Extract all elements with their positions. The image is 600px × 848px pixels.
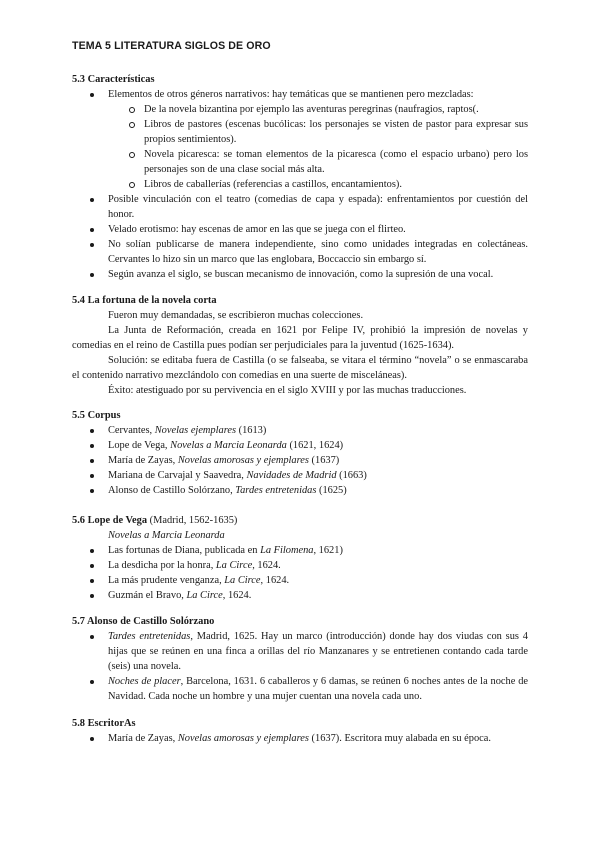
list-item: Según avanza el siglo, se buscan mecanismo de innovación, como la supresión de una vocal. — [72, 267, 528, 282]
bullet-list — [72, 629, 528, 704]
paragraph: La Junta de Reformación, creada en 1621 por Felipe IV, prohibió la impresión de novelas y comedias en el reino de Castilla pues podían ser perjudiciales para la juventud (1625-1634). — [72, 325, 528, 351]
list-item: Posible vinculación con el teatro (comedias de capa y espada): enfrentamientos por cuestión del honor. — [72, 192, 528, 222]
list-item: Libros de caballerías (referencias a castillos, encantamientos). — [72, 177, 528, 192]
list-item: Novela picaresca: se toman elementos de la picaresca (como el espacio urbano) pero los personajes son de una clase social más alta. — [72, 147, 528, 177]
section-heading: 5.5 Corpus — [72, 410, 121, 421]
document-title: TEMA 5 LITERATURA SIGLOS DE ORO — [72, 40, 271, 52]
paragraph: Solución: se editaba fuera de Castilla (o se falseaba, se vitara el término “novela” o se enmascaraba el contenido narrativo mezclándolo con comedias en una suerte de misceláneas). — [72, 355, 528, 381]
section-lope-de-vega — [72, 513, 528, 603]
list-item: Cervantes, Novelas ejemplares (1613) — [72, 423, 528, 438]
list-item: Elementos de otros géneros narrativos: hay temáticas que se mantienen pero mezcladas: — [72, 87, 528, 102]
bullet-list — [72, 543, 528, 603]
section-heading: 5.6 Lope de Vega (Madrid, 1562-1635) — [72, 515, 238, 526]
subheading: Novelas a Marcia Leonarda — [108, 530, 225, 541]
list-item: Noches de placer, Barcelona, 1631. 6 caballeros y 6 damas, se reúnen 6 noches antes de la noche de Navidad. Cada noche un hombre y una mujer cuentan una novela cada uno. — [72, 674, 528, 704]
section-castillo-solorzano — [72, 614, 528, 704]
list-item: Mariana de Carvajal y Saavedra, Navidades de Madrid (1663) — [72, 468, 528, 483]
list-item: No solían publicarse de manera independiente, sino como unidades integradas en colectáneas. Cervantes lo hizo sin un marco que las englobara, Boccaccio sin embargo sí. — [72, 237, 528, 267]
section-fortuna — [72, 293, 528, 398]
section-heading: 5.3 Características — [72, 74, 155, 85]
list-item: Velado erotismo: hay escenas de amor en las que se juega con el flirteo. — [72, 222, 528, 237]
list-item: Alonso de Castillo Solórzano, Tardes entretenidas (1625) — [72, 483, 528, 498]
list-item: Tardes entretenidas, Madrid, 1625. Hay un marco (introducción) donde hay dos viudas con sus 4 hijas que se reúnen en una finca a orillas del río Manzanares y se entretienen contando cada tarde (seis) una novela. — [72, 629, 528, 674]
paragraph: Fueron muy demandadas, se escribieron muchas colecciones. — [108, 310, 364, 321]
list-item: De la novela bizantina por ejemplo las aventuras peregrinas (naufragios, raptos(. — [72, 102, 528, 117]
list-item: La desdicha por la honra, La Circe, 1624. — [72, 558, 528, 573]
section-corpus — [72, 408, 528, 498]
list-item: Guzmán el Bravo, La Circe, 1624. — [72, 588, 528, 603]
section-escritoras — [72, 716, 528, 746]
list-item: Libros de pastores (escenas bucólicas: los personajes se visten de pastor para expresar sus propios sentimientos). — [72, 117, 528, 147]
list-item: La más prudente venganza, La Circe, 1624. — [72, 573, 528, 588]
list-item: Lope de Vega, Novelas a Marcia Leonarda (1621, 1624) — [72, 438, 528, 453]
paragraph: Éxito: atestiguado por su pervivencia en el siglo XVIII y por las muchas traducciones. — [108, 385, 467, 396]
bullet-list — [72, 423, 528, 498]
section-heading: 5.7 Alonso de Castillo Solórzano — [72, 616, 215, 627]
bullet-list — [72, 87, 528, 282]
list-item: Las fortunas de Diana, publicada en La Filomena, 1621) — [72, 543, 528, 558]
list-item: María de Zayas, Novelas amorosas y ejemplares (1637) — [72, 453, 528, 468]
section-caracteristicas — [72, 72, 528, 282]
section-heading: 5.8 EscritorAs — [72, 718, 136, 729]
section-heading: 5.4 La fortuna de la novela corta — [72, 295, 217, 306]
bullet-list — [72, 731, 528, 746]
list-item: María de Zayas, Novelas amorosas y ejemplares (1637). Escritora muy alabada en su época. — [72, 731, 528, 746]
